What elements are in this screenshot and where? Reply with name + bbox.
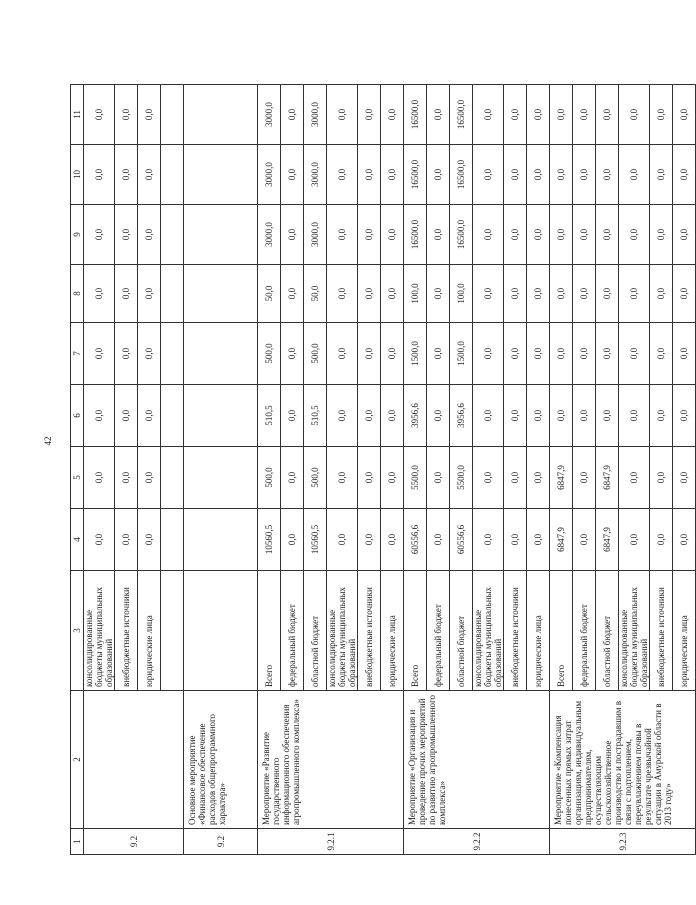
value-cell: 0,0 (115, 85, 138, 145)
value-cell: 0,0 (115, 323, 138, 385)
value-cell: 0,0 (650, 509, 673, 571)
value-cell: 0,0 (281, 447, 304, 509)
value-cell: 0,0 (381, 447, 404, 509)
value-cell: 10560,5 (258, 509, 281, 571)
value-cell: 0,0 (596, 265, 619, 323)
value-cell: 0,0 (358, 85, 381, 145)
value-cell: 0,0 (673, 509, 696, 571)
value-cell: 0,0 (573, 447, 596, 509)
funding-source: Всего (404, 571, 427, 691)
page-number: 42 (43, 436, 53, 446)
value-cell: 0,0 (358, 447, 381, 509)
value-cell: 0,0 (115, 509, 138, 571)
header-cell: 8 (71, 265, 84, 323)
value-cell: 0,0 (673, 145, 696, 205)
value-cell: 0,0 (473, 447, 504, 509)
value-cell: 0,0 (596, 145, 619, 205)
empty-cell (184, 265, 258, 323)
value-cell: 0,0 (381, 205, 404, 265)
value-cell: 0,0 (84, 509, 115, 571)
value-cell: 500,0 (258, 447, 281, 509)
header-cell: 4 (71, 509, 84, 571)
value-cell: 16500,0 (450, 85, 473, 145)
empty-cell (184, 509, 258, 571)
funding-source: внебюджетные источники (115, 571, 138, 691)
table-row (404, 85, 427, 855)
value-cell: 1500,0 (404, 323, 427, 385)
empty-cell (184, 205, 258, 265)
value-cell: 0,0 (281, 85, 304, 145)
value-cell: 0,0 (504, 145, 527, 205)
value-cell: 0,0 (358, 509, 381, 571)
table-row (258, 85, 281, 855)
funding-source: внебюджетные источники (504, 571, 527, 691)
value-cell: 0,0 (138, 447, 161, 509)
value-cell: 0,0 (84, 265, 115, 323)
value-cell: 0,0 (673, 323, 696, 385)
value-cell: 0,0 (673, 447, 696, 509)
value-cell: 0,0 (115, 385, 138, 447)
empty-cell (184, 385, 258, 447)
value-cell: 0,0 (504, 205, 527, 265)
value-cell: 0,0 (473, 385, 504, 447)
value-cell: 5500,0 (450, 447, 473, 509)
header-row (71, 85, 84, 855)
value-cell: 0,0 (596, 85, 619, 145)
value-cell: 16500,0 (450, 145, 473, 205)
value-cell: 50,0 (258, 265, 281, 323)
value-cell: 0,0 (650, 385, 673, 447)
value-cell: 0,0 (596, 205, 619, 265)
value-cell: 0,0 (381, 145, 404, 205)
value-cell: 0,0 (427, 509, 450, 571)
value-cell: 0,0 (327, 205, 358, 265)
value-cell (161, 509, 184, 571)
rotated-table-wrapper (70, 85, 689, 855)
table-body (84, 85, 696, 855)
value-cell: 0,0 (327, 265, 358, 323)
value-cell: 0,0 (650, 145, 673, 205)
value-cell: 0,0 (527, 385, 550, 447)
value-cell: 0,0 (427, 205, 450, 265)
funding-source: консолидированные бюджеты муниципальных образований (473, 571, 504, 691)
funding-source: Всего (258, 571, 281, 691)
value-cell: 0,0 (527, 85, 550, 145)
value-cell: 0,0 (527, 323, 550, 385)
value-cell: 100,0 (450, 265, 473, 323)
value-cell: 0,0 (619, 323, 650, 385)
funding-source: федеральный бюджет (281, 571, 304, 691)
value-cell: 0,0 (138, 323, 161, 385)
value-cell: 0,0 (427, 323, 450, 385)
value-cell: 0,0 (527, 205, 550, 265)
value-cell: 0,0 (650, 85, 673, 145)
header-cell: 2 (71, 691, 84, 829)
funding-source: внебюджетные источники (650, 571, 673, 691)
header-cell: 5 (71, 447, 84, 509)
value-cell: 0,0 (138, 205, 161, 265)
header-cell: 7 (71, 323, 84, 385)
value-cell: 3000,0 (258, 85, 281, 145)
header-cell: 3 (71, 571, 84, 691)
value-cell: 510,5 (258, 385, 281, 447)
value-cell: 0,0 (281, 323, 304, 385)
value-cell: 0,0 (619, 205, 650, 265)
value-cell (161, 145, 184, 205)
value-cell: 3000,0 (258, 205, 281, 265)
value-cell: 3000,0 (304, 205, 327, 265)
value-cell: 1500,0 (450, 323, 473, 385)
value-cell: 0,0 (650, 323, 673, 385)
funding-source: федеральный бюджет (427, 571, 450, 691)
value-cell: 0,0 (550, 85, 573, 145)
funding-source: юридические лица (138, 571, 161, 691)
value-cell (161, 85, 184, 145)
table-row (84, 85, 115, 855)
empty-cell (184, 85, 258, 145)
value-cell: 0,0 (381, 85, 404, 145)
table-row (550, 85, 573, 855)
value-cell: 0,0 (84, 145, 115, 205)
value-cell: 0,0 (84, 85, 115, 145)
section-title (84, 691, 184, 829)
funding-source: юридические лица (381, 571, 404, 691)
value-cell: 0,0 (504, 265, 527, 323)
value-cell: 0,0 (358, 145, 381, 205)
section-title: Мероприятие «Развитие государственного информационного обеспечения агропромышленного комплекса» (258, 691, 404, 829)
value-cell: 0,0 (358, 265, 381, 323)
section-code: 9.2.2 (404, 829, 550, 855)
value-cell: 0,0 (427, 85, 450, 145)
value-cell: 0,0 (138, 265, 161, 323)
value-cell: 0,0 (138, 85, 161, 145)
funding-source: консолидированные бюджеты муниципальных образований (84, 571, 115, 691)
value-cell: 3956,6 (404, 385, 427, 447)
header-cell: 1 (71, 829, 84, 855)
value-cell: 10560,5 (304, 509, 327, 571)
value-cell: 0,0 (650, 265, 673, 323)
funding-source: федеральный бюджет (573, 571, 596, 691)
funding-source: внебюджетные источники (358, 571, 381, 691)
value-cell: 0,0 (619, 265, 650, 323)
empty-cell (184, 571, 258, 691)
value-cell: 0,0 (473, 509, 504, 571)
value-cell: 0,0 (673, 85, 696, 145)
value-cell: 0,0 (673, 385, 696, 447)
value-cell: 0,0 (281, 265, 304, 323)
funding-source: областной бюджет (450, 571, 473, 691)
value-cell: 0,0 (619, 447, 650, 509)
value-cell: 500,0 (304, 447, 327, 509)
value-cell: 0,0 (596, 385, 619, 447)
value-cell: 0,0 (358, 385, 381, 447)
value-cell: 16500,0 (404, 85, 427, 145)
value-cell: 6847,9 (596, 447, 619, 509)
header-cell: 11 (71, 85, 84, 145)
value-cell: 0,0 (473, 265, 504, 323)
value-cell: 0,0 (84, 323, 115, 385)
value-cell: 0,0 (327, 145, 358, 205)
value-cell: 0,0 (573, 145, 596, 205)
funding-source: консолидированные бюджеты муниципальных образований (327, 571, 358, 691)
value-cell: 0,0 (527, 265, 550, 323)
section-title: Мероприятие «Организация и проведение прочих мероприятий по развитию агропромышленного комплекса» (404, 691, 550, 829)
value-cell: 0,0 (473, 205, 504, 265)
value-cell: 0,0 (527, 509, 550, 571)
section-code: 9.2 (84, 829, 184, 855)
section-title: Основное мероприятие «Финансовое обеспечение расходов общепрограммного характера» (184, 691, 258, 829)
value-cell: 0,0 (550, 265, 573, 323)
value-cell: 0,0 (504, 323, 527, 385)
value-cell: 0,0 (550, 205, 573, 265)
value-cell: 0,0 (619, 385, 650, 447)
budget-table (70, 84, 696, 855)
value-cell: 0,0 (473, 145, 504, 205)
value-cell: 0,0 (281, 205, 304, 265)
section-code: 9.2 (184, 829, 258, 855)
value-cell: 6847,9 (550, 447, 573, 509)
funding-source: юридические лица (527, 571, 550, 691)
value-cell: 0,0 (573, 323, 596, 385)
value-cell: 0,0 (596, 323, 619, 385)
value-cell: 0,0 (281, 145, 304, 205)
funding-source: областной бюджет (304, 571, 327, 691)
value-cell: 0,0 (619, 145, 650, 205)
value-cell: 0,0 (573, 205, 596, 265)
value-cell: 100,0 (404, 265, 427, 323)
value-cell: 0,0 (527, 447, 550, 509)
value-cell: 0,0 (115, 265, 138, 323)
value-cell: 0,0 (473, 323, 504, 385)
value-cell: 0,0 (138, 385, 161, 447)
value-cell: 0,0 (427, 385, 450, 447)
header-cell: 10 (71, 145, 84, 205)
value-cell: 0,0 (327, 447, 358, 509)
value-cell: 0,0 (281, 509, 304, 571)
value-cell: 0,0 (550, 323, 573, 385)
value-cell: 0,0 (115, 447, 138, 509)
section-title: Мероприятие «Компенсация понесенных прямых затрат организациям, индивидуальным предпринимателям, осуществляющим сельскохозяйственное производство и пострадавшим в связи с подтоплением, переувлажнением почвы в результате чрезвычайной ситуации в Амурской области в 2013 году» (550, 691, 696, 829)
value-cell: 0,0 (504, 509, 527, 571)
value-cell: 0,0 (504, 385, 527, 447)
value-cell: 6847,9 (596, 509, 619, 571)
value-cell: 16500,0 (450, 205, 473, 265)
value-cell: 0,0 (115, 145, 138, 205)
section-code: 9.2.3 (550, 829, 696, 855)
value-cell: 5500,0 (404, 447, 427, 509)
value-cell: 0,0 (550, 145, 573, 205)
value-cell (161, 447, 184, 509)
funding-source (161, 571, 184, 691)
value-cell: 16500,0 (404, 145, 427, 205)
value-cell (161, 205, 184, 265)
empty-cell (184, 145, 258, 205)
value-cell: 0,0 (84, 205, 115, 265)
funding-source: консолидированные бюджеты муниципальных образований (619, 571, 650, 691)
value-cell: 0,0 (381, 385, 404, 447)
value-cell: 60556,6 (404, 509, 427, 571)
value-cell: 3000,0 (304, 145, 327, 205)
value-cell: 0,0 (138, 145, 161, 205)
value-cell: 6847,9 (550, 509, 573, 571)
value-cell: 0,0 (573, 509, 596, 571)
empty-cell (184, 447, 258, 509)
value-cell: 0,0 (358, 205, 381, 265)
value-cell (161, 323, 184, 385)
value-cell: 0,0 (327, 509, 358, 571)
value-cell: 3000,0 (258, 145, 281, 205)
value-cell: 0,0 (573, 85, 596, 145)
value-cell: 500,0 (258, 323, 281, 385)
value-cell: 0,0 (504, 447, 527, 509)
funding-source: юридические лица (673, 571, 696, 691)
value-cell: 0,0 (619, 85, 650, 145)
value-cell: 0,0 (381, 509, 404, 571)
value-cell: 0,0 (327, 85, 358, 145)
value-cell: 0,0 (427, 447, 450, 509)
value-cell: 0,0 (427, 265, 450, 323)
value-cell: 0,0 (473, 85, 504, 145)
value-cell: 50,0 (304, 265, 327, 323)
value-cell: 16500,0 (404, 205, 427, 265)
value-cell: 0,0 (138, 509, 161, 571)
value-cell: 0,0 (573, 385, 596, 447)
value-cell: 500,0 (304, 323, 327, 385)
value-cell: 0,0 (84, 385, 115, 447)
value-cell: 0,0 (84, 447, 115, 509)
section-code: 9.2.1 (258, 829, 404, 855)
value-cell: 510,5 (304, 385, 327, 447)
value-cell: 0,0 (650, 447, 673, 509)
value-cell: 0,0 (619, 509, 650, 571)
value-cell: 0,0 (673, 265, 696, 323)
value-cell: 0,0 (427, 145, 450, 205)
value-cell (161, 385, 184, 447)
value-cell: 0,0 (527, 145, 550, 205)
value-cell: 0,0 (504, 85, 527, 145)
value-cell: 3000,0 (304, 85, 327, 145)
value-cell: 0,0 (327, 385, 358, 447)
section-header-row (184, 85, 258, 855)
value-cell: 3956,6 (450, 385, 473, 447)
value-cell: 60556,6 (450, 509, 473, 571)
value-cell: 0,0 (381, 265, 404, 323)
value-cell: 0,0 (358, 323, 381, 385)
value-cell: 0,0 (381, 323, 404, 385)
funding-source: областной бюджет (596, 571, 619, 691)
header-cell: 9 (71, 205, 84, 265)
value-cell: 0,0 (573, 265, 596, 323)
funding-source: Всего (550, 571, 573, 691)
header-cell: 6 (71, 385, 84, 447)
value-cell: 0,0 (281, 385, 304, 447)
value-cell: 0,0 (673, 205, 696, 265)
value-cell: 0,0 (550, 385, 573, 447)
value-cell: 0,0 (327, 323, 358, 385)
value-cell: 0,0 (650, 205, 673, 265)
empty-cell (184, 323, 258, 385)
value-cell: 0,0 (115, 205, 138, 265)
value-cell (161, 265, 184, 323)
